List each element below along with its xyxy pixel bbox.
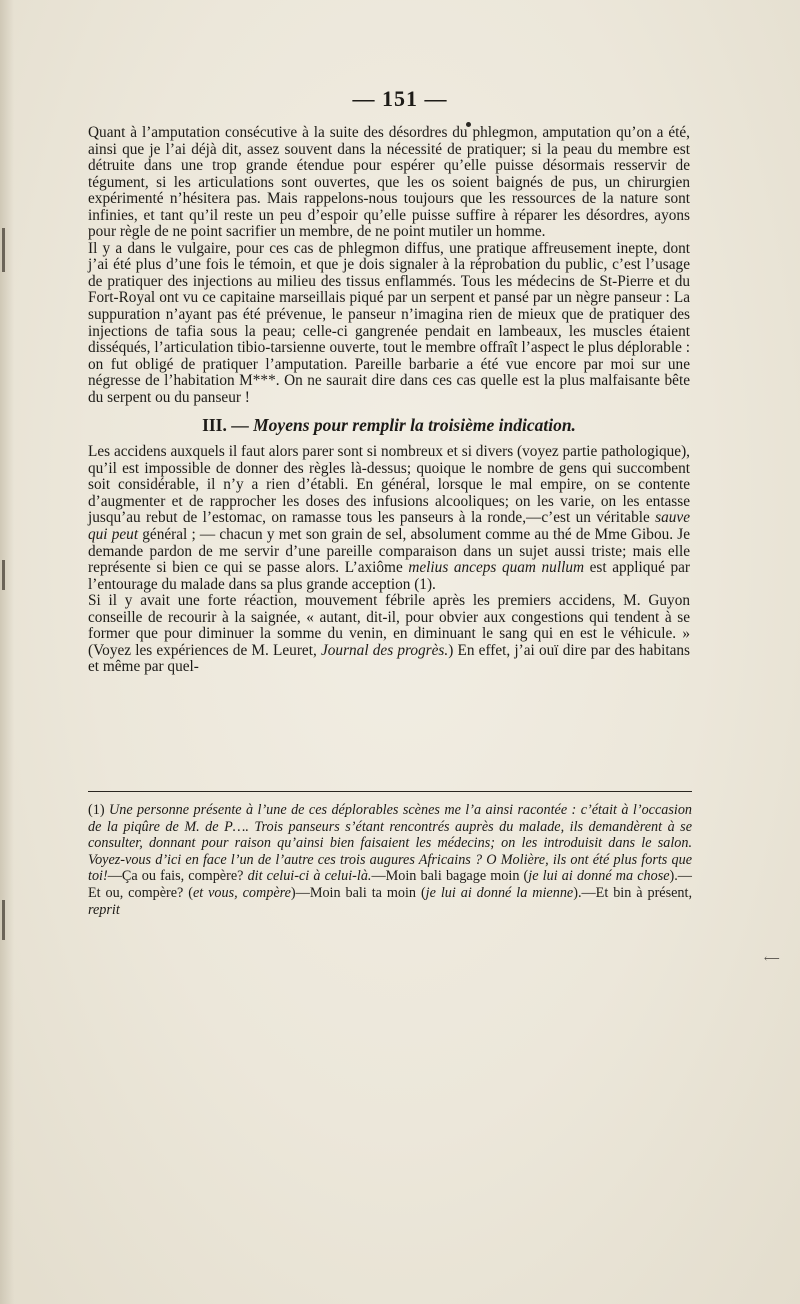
text-run: général ; — chacun y met son grain de sel, absolument comme au thé de Mme Gibou. Je demande pardon de me servir d’une pareille comparaison dans un sujet aussi triste; mais elle représente si bien ce qui se passe alors. L’axiôme [88,526,690,577]
text-run: Si il y avait une forte réaction, mouvement fébrile après les premiers accidens, M. Guyon conseille de recourir à la saignée, « autant, dit-il, pour obvier aux congestions qui tendent à se former que pour diminuer la somme du venin, en diminuant le sang qui en est le véhicule. » (Voyez les expériences de M. Leuret, [88,592,690,659]
text-run: est appliqué par l’entourage du malade dans sa plus grande acception (1). [88,559,691,593]
section-heading [88,415,690,435]
section-title: Moyens pour remplir la troisième indication. [253,415,576,436]
text-run: —Ça ou fais, compère? [107,868,248,885]
text-run: je lui ai donné la mienne [425,884,574,901]
text-run: —Moin bali bagage moin ( [371,868,529,885]
text-run: reprit [88,901,120,918]
margin-arrow-icon: ⟵ [764,952,780,965]
text-run: Une personne présente à l’une de ces déplorables scènes me l’a ainsi racontée : c’était à l’occasion de la piqûre de M. de P…. Trois panseurs s’étant rencontrés auprès du malade, ils demandèrent à se consulter, donnant pour raison qu’ainsi bien faisaient les médecins; on les introduisit dans le salon. Voyez-vous d’ici en face l’un de l’autre ces trois augures Africains ? O Molière, ils ont été plus forts que toi! [88,802,693,885]
margin-mark [2,228,5,272]
paragraph-saignee [88,593,690,676]
page-number: — 151 — [352,86,448,111]
footnote-marker: (1) [88,802,109,818]
text-run: Les accidens auxquels il faut alors parer sont si nombreux et si divers (voyez partie pathologique), qu’il est impossible de donner des règles là-dessus; quoique le nombre de gens qui succombent soit considérable, il n’y a rien d’établi. En général, lorsque le mal empire, on se contente d’augmenter et de rapprocher les doses des infusions alcooliques; on les varie, on les entasse jusqu’au rebut de l’estomac, on ramasse tous les panseurs à la ronde,—c’est un véritable [88,443,690,527]
italic-phrase: melius anceps quam nullum [408,559,585,577]
italic-phrase: sauve qui peut [88,509,690,544]
footnote-rule [88,791,692,792]
text-run: dit celui-ci à celui-là. [247,868,372,885]
paragraph-accidents [88,444,690,593]
text-run: )—Moin bali ta moin ( [290,884,426,901]
text-run: je lui ai donné ma chose [528,868,670,885]
main-text [88,125,690,676]
text-run: ).—Et bin à présent, [573,884,692,901]
section-number: III. — [202,415,249,436]
italic-phrase: Journal des progrès. [320,641,449,659]
footnote-text [88,802,692,918]
margin-mark [2,560,5,590]
margin-mark [2,900,5,940]
text-run: et vous, compère [192,884,291,901]
paragraph-amputation: Quant à l’amputation consécutive à la suite des désordres du phlegmon, amputation qu’on a été, ainsi que je l’ai déjà dit, assez souvent dans la nécessité de pratiquer; si la peau du membre est détruite dans une trop grande étendue pour espérer qu’elle puisse désormais resservir de tégument, si les articulations sont ouvertes, que les os soient baignés de pus, un chirurgien expérimenté n’hésitera pas. Mais rappelons-nous toujours que les ressources de la nature sont infinies, et tant qu’il reste un peu d’espoir qu’elle puisse suffire à réparer les désordres, ayons pour règle de ne point sacrifier un membre, de ne point mutiler un homme. [88,124,690,241]
gutter-shadow [0,0,14,1304]
text-run: ) En effet, j’ai ouï dire par des habitans et même par quel- [88,641,690,676]
paragraph-injections: Il y a dans le vulgaire, pour ces cas de phlegmon diffus, une pratique affreusement inepte, dont j’ai été plus d’une fois le témoin, et que je dois signaler à la réprobation du public, c’est l’usage de pratiquer des injections au milieu des tissus enflammés. Tous les médecins de St-Pierre et du Fort-Royal ont vu ce capitaine marseillais piqué par un serpent et pansé par un nègre panseur : La suppuration n’ayant pas été prévenue, le panseur n’imagina rien de mieux que de pratiquer des injections de tafia sous la peau; celle-ci gangrenée pendait en lambeaux, les muscles étaient disséqués, l’articulation tibio-tarsienne ouverte, tout le membre offraît l’aspect le plus déplorable : on fut obligé de pratiquer l’amputation. Pareille barbarie a été vue encore par moi sur une négresse de l’habitation M***. On ne saurait dire dans ces cas quelle est la plus malfaisante bête du serpent ou du panseur ! [88,239,690,406]
footnote [88,802,692,918]
text-run: ).—Et ou, compère? ( [88,868,692,901]
